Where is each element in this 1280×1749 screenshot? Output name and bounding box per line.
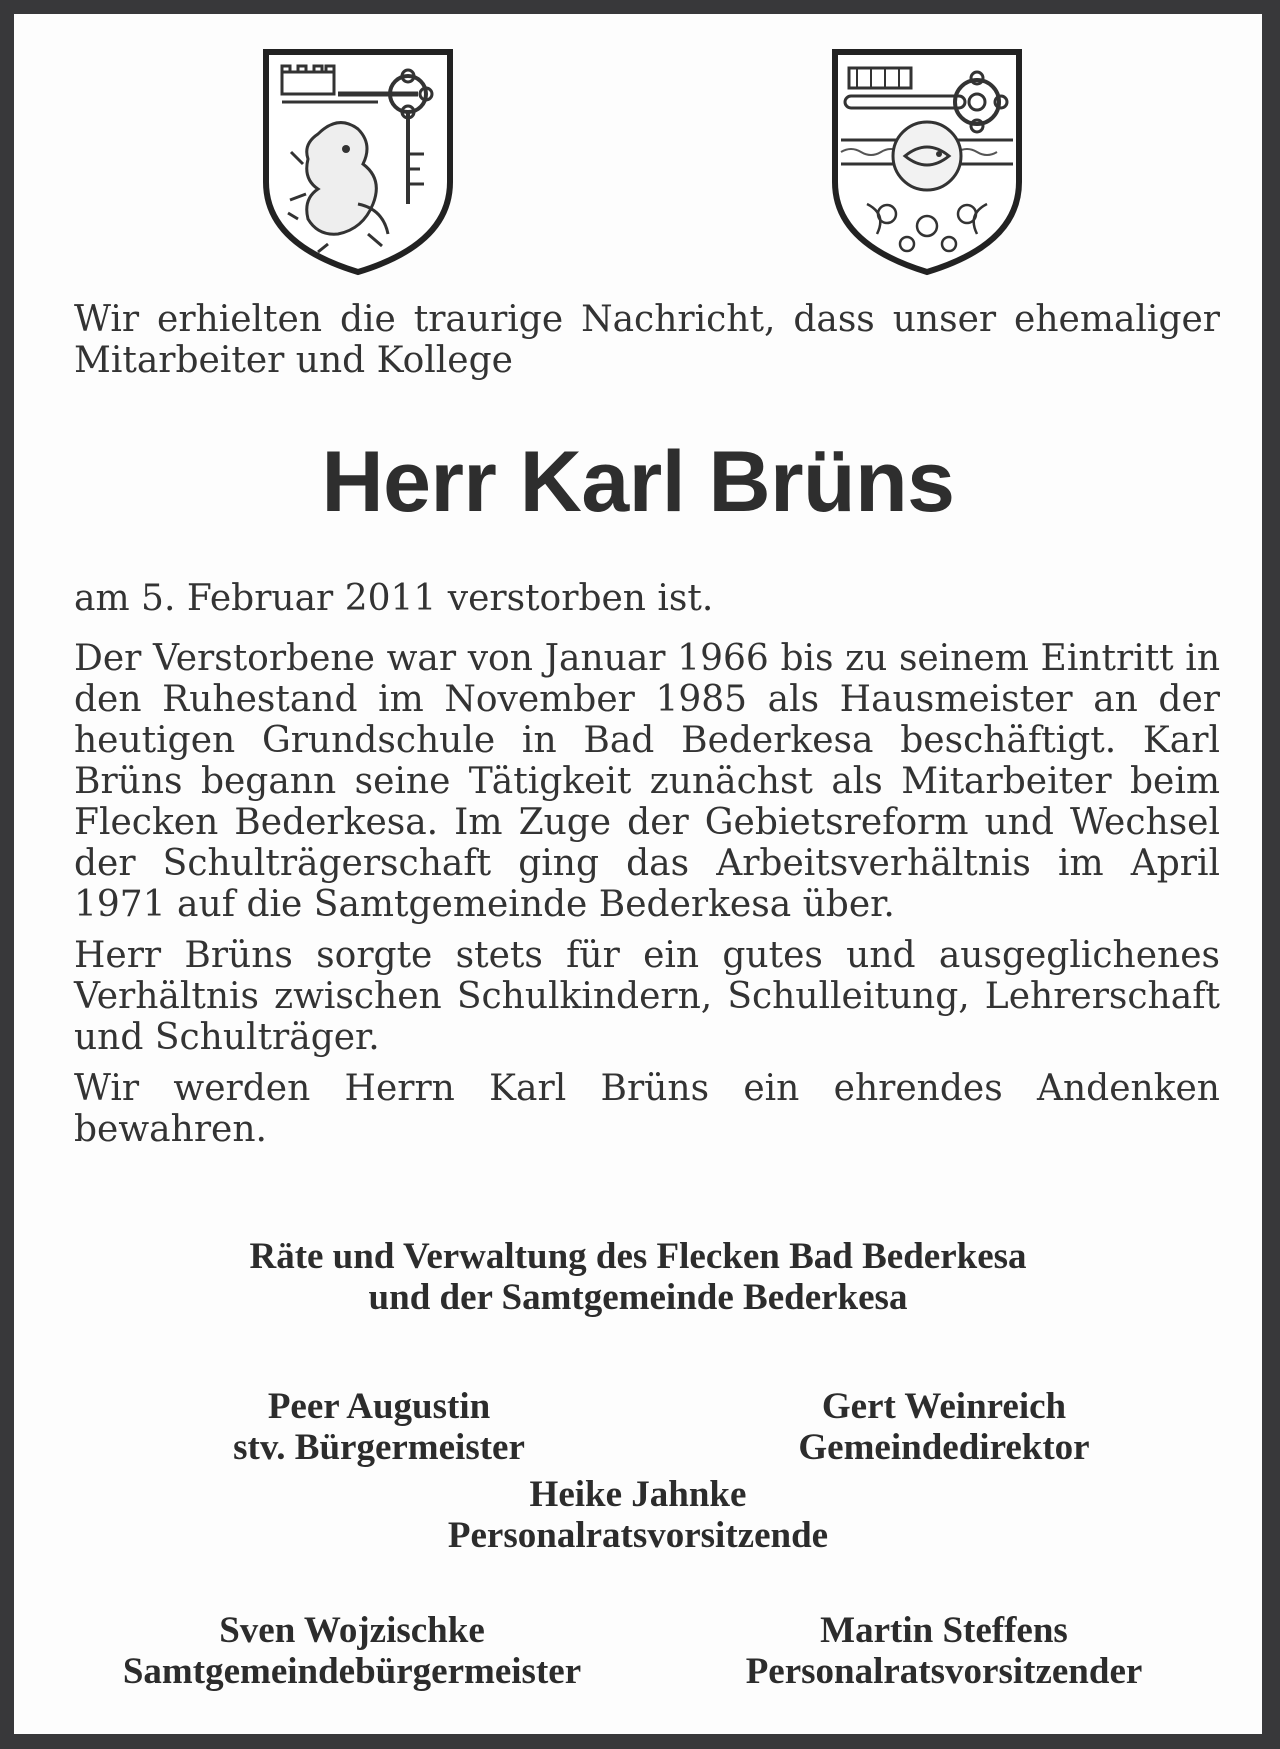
biography-paragraph: Der Verstorbene war von Januar 1966 bis zu seinem Eintritt in den Ruhestand im November 1985 als Hausmeister an der heutigen Grundschule in Bad Bederkesa beschäftigt. Karl Brüns begann seine Tätigkeit zunächst als Mitarbeiter beim Flecken Bederkesa. Im Zuge der Gebietsreform und Wechsel der Schulträgerschaft ging das Arbeitsverhältnis im April 1971 auf die Samtgemeinde Bederkesa über.: [74, 638, 1220, 925]
biography-paragraph: Herr Brüns sorgte stets für ein gutes und ausgeglichenes Verhältnis zwischen Schulkindern, Schulleitung, Lehrerschaft und Schulträger.: [74, 935, 1220, 1058]
signatory-peer-augustin: [164, 1386, 594, 1468]
biography-paragraph: Wir werden Herrn Karl Brüns ein ehrendes Andenken bewahren.: [74, 1068, 1220, 1150]
deceased-name: Herr Karl Brüns: [321, 434, 955, 530]
intro-text: Wir erhielten die traurige Nachricht, dass unser ehemaliger Mitarbeiter und Kollege: [74, 299, 1220, 381]
coat-of-arms-key-icon: [827, 44, 1027, 280]
signatory-sven-wojzischke: [72, 1610, 632, 1692]
signatory-title: Personalratsvorsitzende: [447, 1515, 829, 1556]
signatory-name: Sven Wojzischke: [219, 1610, 485, 1651]
organization-signature: [14, 1236, 1262, 1318]
signatory-name: Peer Augustin: [267, 1386, 491, 1427]
signatory-martin-steffens: [674, 1610, 1214, 1692]
biography: [74, 638, 1220, 1160]
signatory-title: stv. Bürgermeister: [233, 1427, 525, 1468]
signatory-heike-jahnke: [14, 1474, 1262, 1556]
organization-line: und der Samtgemeinde Bederkesa: [368, 1277, 908, 1318]
coat-of-arms-lion-icon: [258, 44, 458, 280]
signatory-name: Martin Steffens: [820, 1610, 1068, 1651]
signatory-name: Gert Weinreich: [821, 1386, 1067, 1427]
signatory-gert-weinreich: [729, 1386, 1159, 1468]
organization-line: Räte und Verwaltung des Flecken Bad Bederkesa: [249, 1236, 1027, 1277]
obituary-notice: [14, 14, 1262, 1734]
death-date-text: am 5. Februar 2011 verstorben ist.: [74, 578, 714, 619]
signatory-name: Heike Jahnke: [529, 1474, 747, 1515]
signatory-title: Samtgemeindebürgermeister: [122, 1651, 582, 1692]
signatory-title: Personalratsvorsitzender: [745, 1651, 1143, 1692]
signatory-title: Gemeindedirektor: [798, 1427, 1090, 1468]
